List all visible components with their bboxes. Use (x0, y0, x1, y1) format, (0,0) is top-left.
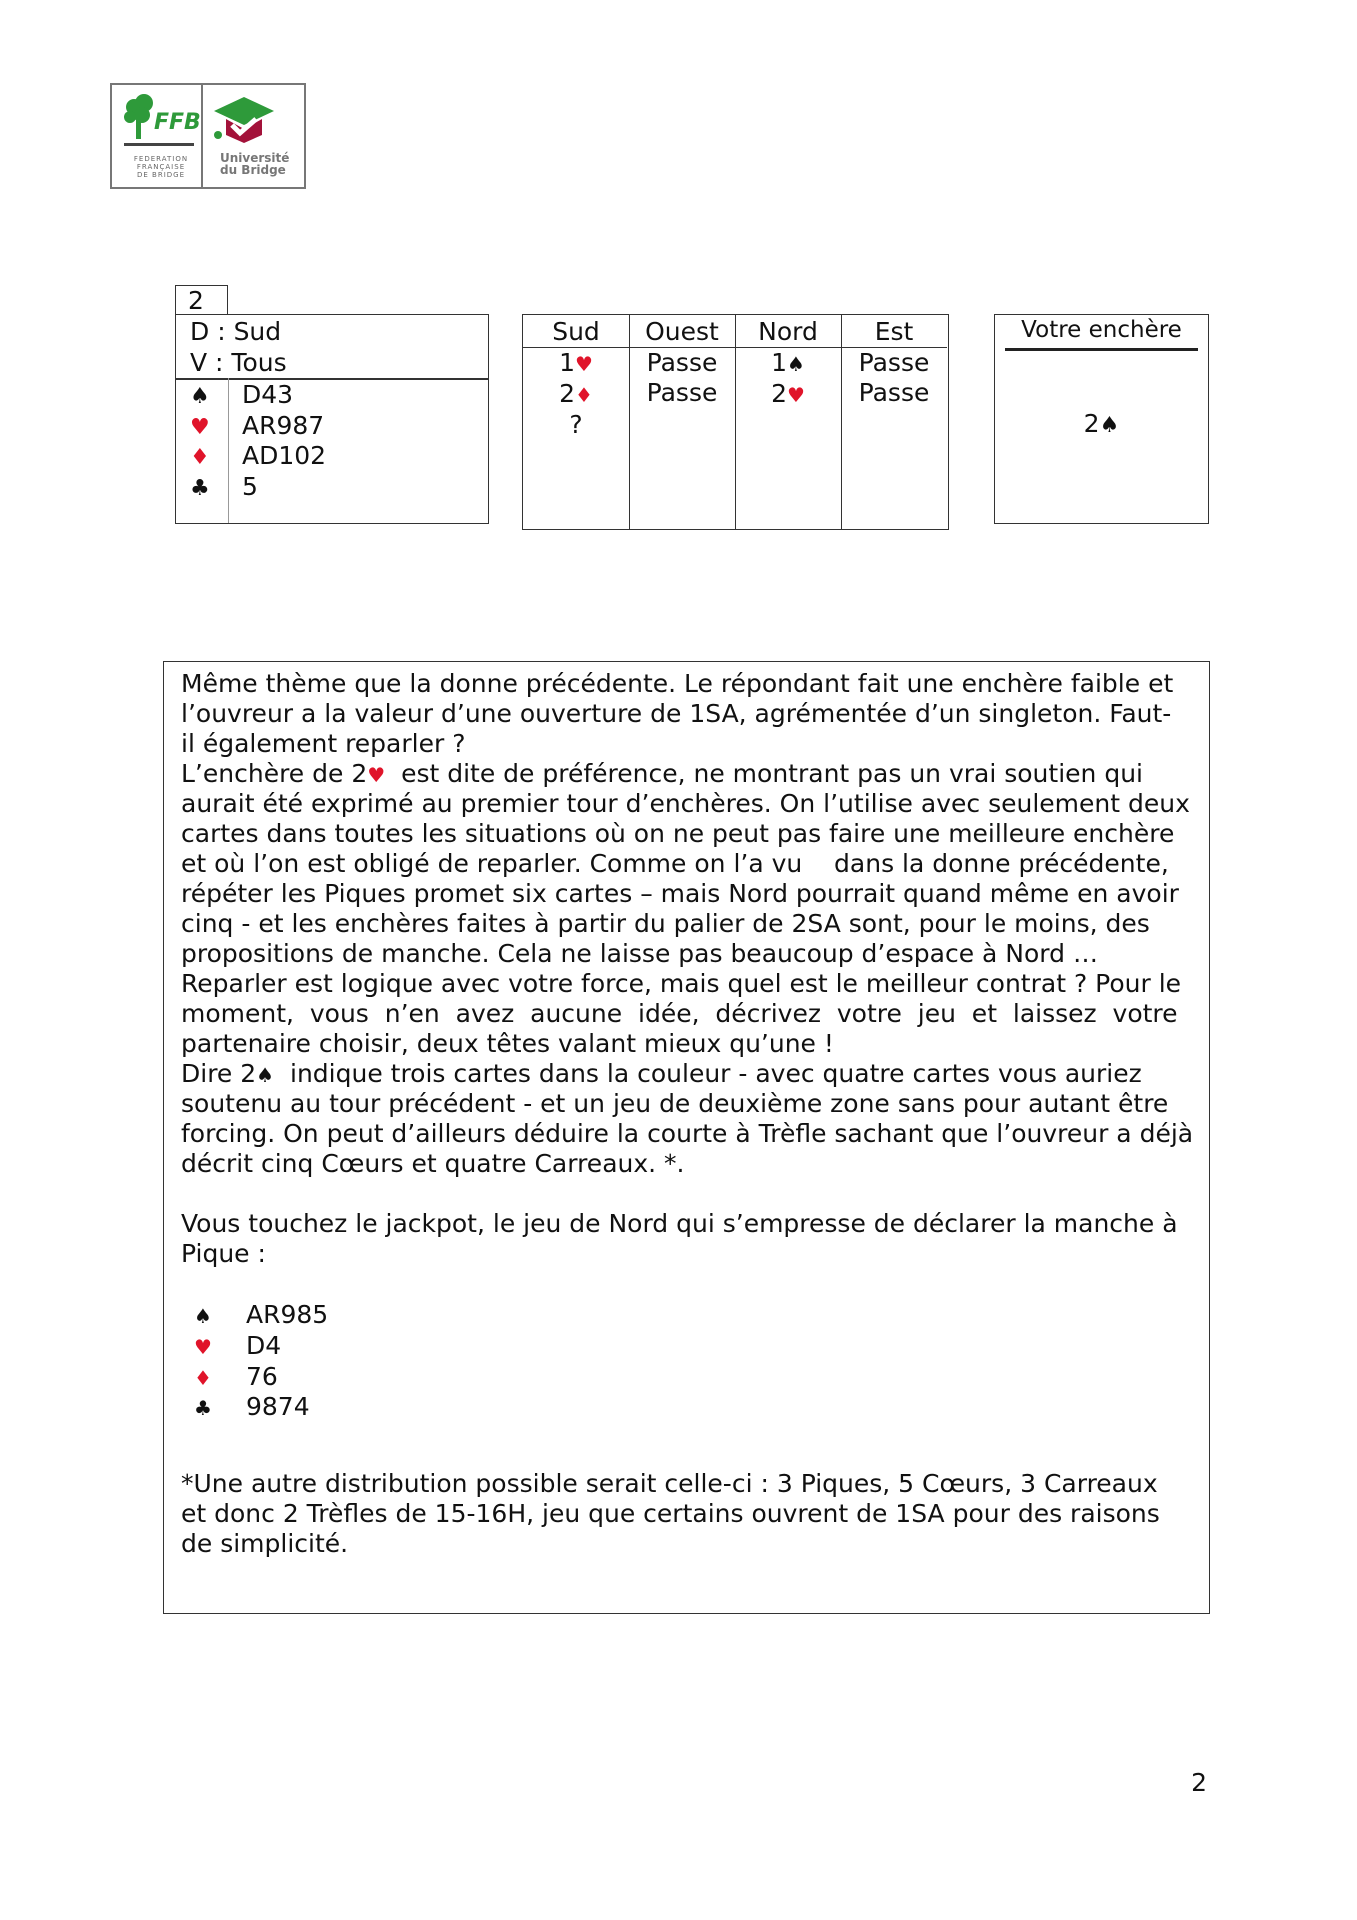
hand-spades: ♠ D43 (190, 380, 293, 412)
footnote-line: et donc 2 Trèfles de 15-16H, jeu que certains ouvrent de 1SA pour des raisons (181, 1499, 1160, 1528)
bid-sud-2: 2♦ (559, 379, 593, 408)
answer-box (994, 314, 1209, 524)
text-line: moment, vous n’en avez aucune idée, décrivez votre jeu et laissez votre (181, 999, 1178, 1028)
spade-icon: ♠ (1099, 413, 1120, 438)
nord-hand-spades: ♠ AR985 (194, 1299, 328, 1332)
header-sud: Sud (523, 315, 629, 348)
bid-est-2: Passe (858, 378, 930, 407)
ffb-tree-icon (120, 93, 201, 151)
dealer-label: D : Sud (190, 317, 282, 346)
spade-icon: ♠ (786, 352, 805, 376)
text-line: partenaire choisir, deux têtes valant mieux qu’une ! (181, 1029, 834, 1058)
text-line: L’enchère de 2♥ est dite de préférence, ne montrant pas un vrai soutien qui (181, 759, 1143, 788)
bid-sud-1: 1♥ (559, 348, 593, 377)
bid-sud-3: ? (569, 410, 583, 439)
universite-du-bridge-caption: Université du Bridge (220, 151, 290, 177)
nord-hand-hearts: ♥ D4 (194, 1330, 281, 1363)
text-line: aurait été exprimé au premier tour d’enchères. On l’utilise avec seulement deux (181, 789, 1190, 818)
diamond-icon: ♦ (194, 1366, 212, 1390)
heart-icon: ♥ (194, 1335, 212, 1359)
club-icon: ♣ (194, 1396, 212, 1420)
text-line: l’ouvreur a la valeur d’une ouverture de 1SA, agrémentée d’un singleton. Faut- (181, 699, 1172, 728)
text-line: soutenu au tour précédent - et un jeu de deuxième zone sans pour autant être (181, 1089, 1169, 1118)
text-line: répéter les Piques promet six cartes – mais Nord pourrait quand même en avoir (181, 879, 1179, 908)
vulnerability-label: V : Tous (190, 348, 287, 377)
hand-diamonds: ♦ AD102 (190, 441, 326, 473)
hand-hearts: ♥ AR987 (190, 411, 324, 443)
diamond-icon: ♦ (190, 445, 210, 470)
page-number: 2 (1191, 1768, 1207, 1797)
text-line: et où l’on est obligé de reparler. Comme on l’a vu dans la donne précédente, (181, 849, 1169, 878)
heart-icon: ♥ (574, 352, 593, 376)
heart-icon: ♥ (190, 415, 210, 440)
svg-text:FFB: FFB (154, 110, 201, 135)
text-line: il également reparler ? (181, 729, 466, 758)
deal-box (175, 314, 489, 524)
diamond-icon: ♦ (574, 383, 593, 407)
explanation-box (163, 661, 1210, 1614)
ffb-caption: FEDERATION FRANÇAISE DE BRIDGE (133, 155, 189, 179)
text-line: Dire 2♠ indique trois cartes dans la couleur - avec quatre cartes vous auriez (181, 1059, 1142, 1088)
bid-nord-2: 2♥ (771, 379, 805, 408)
graduation-cap-icon (212, 95, 276, 147)
bid-est-1: Passe (858, 348, 930, 377)
heart-icon: ♥ (367, 763, 386, 787)
bidding-col-nord (735, 315, 842, 529)
bidding-col-sud (523, 315, 630, 529)
answer-bid: 2♠ (1083, 409, 1120, 438)
text-line: cartes dans toutes les situations où on ne peut pas faire une meilleure enchère (181, 819, 1175, 848)
header-est: Est (841, 315, 947, 348)
bidding-col-est (841, 315, 947, 529)
bid-ouest-2: Passe (646, 378, 718, 407)
heart-icon: ♥ (786, 383, 805, 407)
spade-icon: ♠ (190, 384, 210, 409)
bidding-col-ouest (629, 315, 736, 529)
spade-icon: ♠ (256, 1063, 275, 1087)
hand-clubs: ♣ 5 (190, 472, 258, 504)
answer-title: Votre enchère (1021, 317, 1182, 343)
bid-nord-1: 1♠ (771, 348, 805, 377)
header-nord: Nord (735, 315, 841, 348)
text-line: Pique : (181, 1239, 266, 1268)
text-line: propositions de manche. Cela ne laisse pas beaucoup d’espace à Nord … (181, 939, 1098, 968)
bidding-table (522, 314, 949, 530)
text-line: Vous touchez le jackpot, le jeu de Nord qui s’empresse de déclarer la manche à (181, 1209, 1178, 1238)
nord-hand-clubs: ♣ 9874 (194, 1391, 310, 1424)
ffb-logo (110, 83, 306, 189)
footnote-line: de simplicité. (181, 1529, 349, 1558)
text-line: Reparler est logique avec votre force, mais quel est le meilleur contrat ? Pour le (181, 969, 1182, 998)
deal-number: 2 (175, 285, 228, 315)
footnote-line: *Une autre distribution possible serait celle-ci : 3 Piques, 5 Cœurs, 3 Carreaux (181, 1469, 1158, 1498)
nord-hand-diamonds: ♦ 76 (194, 1361, 278, 1394)
text-line: cinq - et les enchères faites à partir du palier de 2SA sont, pour le moins, des (181, 909, 1150, 938)
text-line: Même thème que la donne précédente. Le répondant fait une enchère faible et (181, 669, 1174, 698)
header-ouest: Ouest (629, 315, 735, 348)
text-line: forcing. On peut d’ailleurs déduire la courte à Trèfle sachant que l’ouvreur a déjà (181, 1119, 1194, 1148)
bid-ouest-1: Passe (646, 348, 718, 377)
spade-icon: ♠ (194, 1304, 212, 1328)
club-icon: ♣ (190, 476, 210, 501)
text-line: décrit cinq Cœurs et quatre Carreaux. *. (181, 1149, 685, 1178)
